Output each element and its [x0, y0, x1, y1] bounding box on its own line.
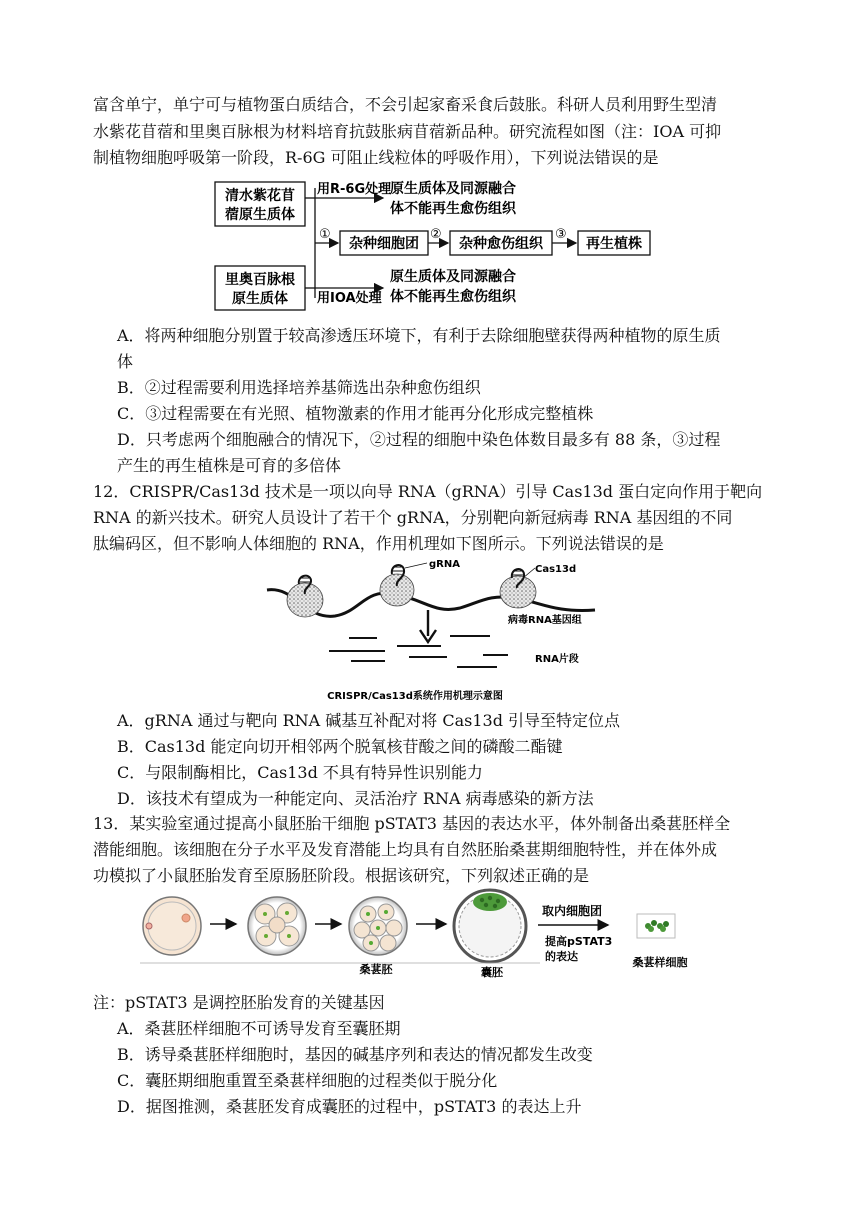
q11-option-a: A．将两种细胞分别置于较高渗透压环境下，有利于去除细胞壁获得两种植物的原生质: [117, 326, 721, 345]
q11-result-bottom-line1: 原生质体及同源融合: [390, 269, 516, 285]
q11-node-hybrid-callus-label: 杂种愈伤组织: [459, 236, 543, 252]
q13-label-morula: 桑葚胚: [359, 963, 393, 976]
q11-box-lotus-line1: 里奥百脉根: [225, 272, 295, 288]
q13-option-d: D．据图推测，桑葚胚发育成囊胚的过程中，pSTAT3 的表达上升: [117, 1097, 582, 1116]
q11-result-bottom-line2: 体不能再生愈伤组织: [390, 289, 516, 305]
q13-label-blastocyst: 囊胚: [481, 966, 503, 979]
q12-cas13d-complex-1: [287, 576, 323, 617]
q11-box-alfalfa-line1: 清水紫花苜: [225, 188, 295, 204]
q11-label-ioa: 用IOA处理: [317, 291, 382, 306]
q12-option-c: C．与限制酶相比，Cas13d 不具有特异性识别能力: [117, 763, 483, 782]
q11-option-c: C．③过程需要在有光照、植物激素的作用才能再分化形成完整植株: [117, 404, 594, 423]
q11-box-lotus-line2: 原生质体: [232, 291, 288, 307]
q13-stem-line-1: 13．某实验室通过提高小鼠胚胎干细胞 pSTAT3 基因的表达水平，体外制备出桑葚胚样全: [93, 814, 731, 833]
q11-option-d-cont: 产生的再生植株是可育的多倍体: [117, 456, 342, 475]
q12-rna-fragments: [329, 636, 508, 667]
q11-result-top-line2: 体不能再生愈伤组织: [390, 201, 516, 217]
q11-stem-line-2: 水紫花苜蓿和里奥百脉根为材料培育抗鼓胀病苜蓿新品种。研究流程如图（注：IOA 可抑: [93, 122, 722, 141]
q12-label-fragments: RNA片段: [535, 654, 579, 665]
q11-node-hybrid-cells-label: 杂种细胞团: [349, 236, 419, 252]
q13-option-b: B．诱导桑葚胚样细胞时，基因的碱基序列和表达的情况都发生改变: [117, 1045, 593, 1064]
q13-label-result: 桑葚样细胞: [632, 956, 688, 969]
q13-label-raise-line1: 提高pSTAT3: [545, 935, 613, 948]
q11-stem-line-3: 制植物细胞呼吸第一阶段，R-6G 可阻止线粒体的呼吸作用），下列说法错误的是: [93, 148, 659, 167]
q12-stem-line-1: 12．CRISPR/Cas13d 技术是一项以向导 RNA（gRNA）引导 Cas13d 蛋白定向作用于靶向: [93, 482, 763, 501]
q12-option-b: B．Cas13d 能定向切开相邻两个脱氧核苷酸之间的磷酸二酯键: [117, 737, 563, 756]
q13-stem-line-3: 功模拟了小鼠胚胎发育至原肠胚阶段。根据该研究，下列叙述正确的是: [93, 866, 590, 885]
q13-zygote: [143, 897, 201, 955]
q11-label-r6g: 用R-6G处理: [317, 182, 392, 197]
q13-label-take-icm: 取内细胞团: [542, 904, 603, 918]
q11-box-alfalfa-line2: 蓿原生质体: [225, 207, 295, 223]
q11-stem-line-1: 富含单宁，单宁可与植物蛋白质结合，不会引起家畜采食后鼓胀。科研人员利用野生型清: [93, 95, 718, 114]
q12-crispr-figure: [265, 558, 615, 704]
q11-result-top-line1: 原生质体及同源融合: [390, 181, 516, 197]
q13-label-raise-line2: 的表达: [545, 950, 578, 963]
q12-cas13d-complex-2: [380, 565, 414, 606]
q11-node-plant-label: 再生植株: [586, 236, 642, 252]
q11-option-d: D．只考虑两个细胞融合的情况下，②过程的细胞中染色体数目最多有 88 条，③过程: [117, 430, 721, 449]
q13-option-a: A．桑葚胚样细胞不可诱导发育至囊胚期: [117, 1019, 401, 1038]
q12-stem-line-2: RNA 的新兴技术。研究人员设计了若干个 gRNA，分别靶向新冠病毒 RNA 基因组的不同: [93, 508, 733, 527]
q12-label-genome: 病毒RNA基因组: [508, 615, 582, 626]
q13-cleavage-embryo: [248, 897, 306, 955]
q13-blastocyst: [454, 890, 526, 962]
q13-note: 注：pSTAT3 是调控胚胎发育的关键基因: [93, 993, 385, 1012]
q12-option-a: A．gRNA 通过与靶向 RNA 碱基互补配对将 Cas13d 引导至特定位点: [117, 711, 621, 730]
q12-option-d: D．该技术有望成为一种能定向、灵活治疗 RNA 病毒感染的新方法: [117, 789, 594, 808]
q11-option-a-cont: 体: [117, 352, 134, 371]
q13-stem-line-2: 潜能细胞。该细胞在分子水平及发育潜能上均具有自然胚胎桑葚期细胞特性，并在体外成: [93, 840, 718, 859]
q13-option-c: C．囊胚期细胞重置至桑葚样细胞的过程类似于脱分化: [117, 1071, 498, 1090]
q13-morula: [349, 897, 407, 955]
q11-step1: ①: [319, 227, 331, 242]
q11-step3: ③: [555, 227, 567, 242]
q11-option-b: B．②过程需要利用选择培养基筛选出杂种愈伤组织: [117, 378, 481, 397]
q12-figure-caption: CRISPR/Cas13d系统作用机理示意图: [327, 691, 503, 702]
q12-label-cas13d: Cas13d: [535, 564, 577, 575]
q11-step2: ②: [430, 227, 442, 242]
q12-stem-line-3: 肽编码区，但不影响人体细胞的 RNA，作用机理如下图所示。下列说法错误的是: [93, 534, 664, 553]
q12-label-grna: gRNA: [429, 559, 460, 570]
q13-morula-like-cells: [637, 914, 675, 938]
q13-embryo-figure: [140, 888, 700, 980]
q11-flow-diagram: [205, 176, 685, 311]
q12-cas13d-complex-3: [500, 569, 536, 608]
